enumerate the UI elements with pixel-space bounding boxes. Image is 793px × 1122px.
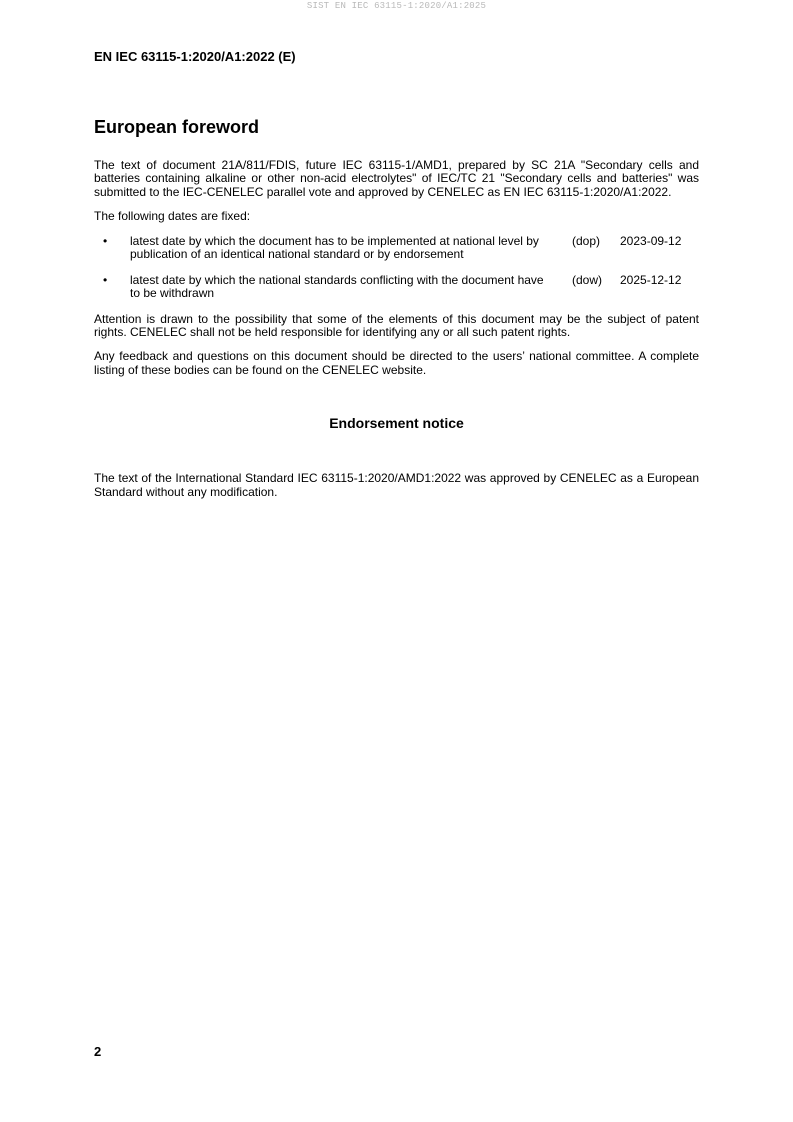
endorsement-paragraph: The text of the International Standard IEC 63115-1:2020/AMD1:2022 was approved by CENELEC as a European Standard without any modification. [94, 471, 699, 499]
page-number: 2 [94, 1044, 102, 1059]
date-description: latest date by which the document has to be implemented at national level by publication of an identical national standard or by endorsement [130, 233, 539, 262]
foreword-intro-paragraph: The text of document 21A/811/FDIS, future IEC 63115-1/AMD1, prepared by SC 21A "Secondary cells and batteries containing alkaline or other non-acid electrolytes" of IEC/TC 21 "Secondary cells and batteries" was submitted to the IEC-CENELEC parallel vote and approved by CENELEC as EN IEC 63115-1:2020/A1:2022. [94, 158, 699, 199]
bullet-icon: • [103, 272, 108, 287]
date-item-dop [94, 235, 699, 263]
feedback-notice-paragraph: Any feedback and questions on this document should be directed to the users’ national committee. A complete listing of these bodies can be found on the CENELEC website. [94, 349, 699, 377]
bullet-icon: • [103, 233, 108, 248]
watermark: SIST EN IEC 63115-1:2020/A1:2025 [306, 1, 487, 11]
document-identifier: EN IEC 63115-1:2020/A1:2022 (E) [94, 49, 296, 64]
date-description: latest date by which the national standards conflicting with the document have to be withdrawn [130, 272, 544, 301]
date-code: (dow) [572, 272, 603, 287]
date-item-dow [94, 274, 699, 302]
dates-intro: The following dates are fixed: [94, 209, 251, 224]
date-value: 2023-09-12 [620, 233, 682, 248]
date-code: (dop) [572, 233, 601, 248]
foreword-title: European foreword [94, 117, 260, 137]
patent-notice-paragraph: Attention is drawn to the possibility that some of the elements of this document may be the subject of patent rights. CENELEC shall not be held responsible for identifying any or all such patent rights. [94, 311, 699, 340]
date-value: 2025-12-12 [620, 272, 682, 287]
page-content [94, 116, 699, 510]
endorsement-title: Endorsement notice [329, 415, 464, 432]
